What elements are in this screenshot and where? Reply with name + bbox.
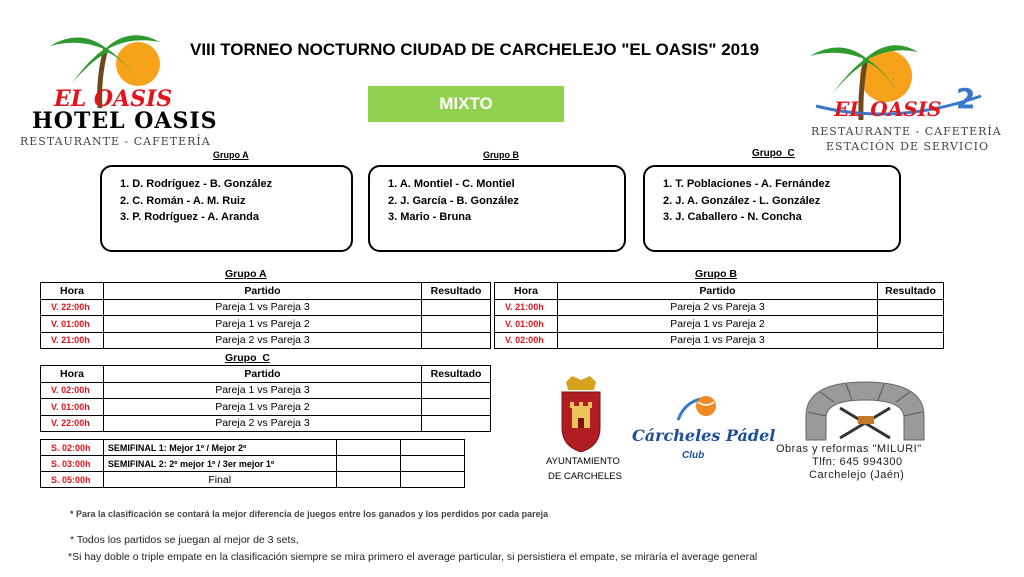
match-pairs: Pareja 2 vs Pareja 3 xyxy=(557,299,877,316)
ayuntamiento-label-2: DE CARCHELES xyxy=(548,471,622,482)
table-header-row xyxy=(41,366,491,383)
match-time: V. 01:00h xyxy=(41,316,104,333)
finals-table xyxy=(40,439,465,488)
table-row xyxy=(41,316,491,333)
match-pairs: Pareja 2 vs Pareja 3 xyxy=(103,415,421,432)
logo-right-subtitle-2: ESTACIÓN DE SERVICIO xyxy=(826,140,990,153)
table-row xyxy=(41,456,465,472)
schedule-group-c-table xyxy=(40,365,491,432)
match-result[interactable] xyxy=(336,472,401,488)
page-title: VIII TORNEO NOCTURNO CIUDAD DE CARCHELEJO "EL OASIS" 2019 xyxy=(190,40,760,59)
table-row xyxy=(41,332,491,349)
match-time: V. 22:00h xyxy=(41,299,104,316)
match-result[interactable] xyxy=(336,456,401,472)
match-result[interactable] xyxy=(422,316,491,333)
match-time: S. 02:00h xyxy=(41,440,104,456)
match-pairs: SEMIFINAL 2: 2º mejor 1º / 3er mejor 1º xyxy=(103,456,336,472)
match-result[interactable] xyxy=(422,399,491,416)
group-c-pair-3: 3. J. Caballero - N. Concha xyxy=(663,211,802,223)
match-time: V. 01:00h xyxy=(495,316,558,333)
col-partido: Partido xyxy=(103,283,421,300)
group-c-pair-2: 2. J. A. González - L. González xyxy=(663,194,821,207)
group-b-pair-1: 1. A. Montiel - C. Montiel xyxy=(388,178,515,190)
match-result[interactable] xyxy=(422,415,491,432)
table-row xyxy=(41,415,491,432)
match-time: V. 22:00h xyxy=(41,415,104,432)
schedule-group-c-title: Grupo C xyxy=(225,352,270,364)
col-resultado: Resultado xyxy=(422,366,491,383)
match-time: V. 02:00h xyxy=(41,382,104,399)
match-time: V. 21:00h xyxy=(495,299,558,316)
table-row xyxy=(495,316,944,333)
table-row xyxy=(41,472,465,488)
match-pairs: Final xyxy=(103,472,336,488)
match-result[interactable] xyxy=(878,299,944,316)
table-row xyxy=(495,332,944,349)
match-result[interactable] xyxy=(422,382,491,399)
schedule-group-b-table xyxy=(494,282,944,349)
group-c-label: Grupo C xyxy=(752,148,795,159)
col-resultado: Resultado xyxy=(422,283,491,300)
table-row xyxy=(41,399,491,416)
group-a-box xyxy=(100,165,353,252)
match-pairs: Pareja 1 vs Pareja 3 xyxy=(103,299,421,316)
table-header-row xyxy=(495,283,944,300)
col-hora: Hora xyxy=(41,283,104,300)
match-result[interactable] xyxy=(401,440,465,456)
group-c-box xyxy=(643,165,901,252)
palm-tree-logo-left xyxy=(40,28,190,110)
match-result[interactable] xyxy=(422,332,491,349)
group-b-pair-2: 2. J. García - B. González xyxy=(388,194,519,207)
group-b-box xyxy=(368,165,626,252)
col-partido: Partido xyxy=(557,283,877,300)
match-result[interactable] xyxy=(401,456,465,472)
obras-location: Carchelejo (Jaén) xyxy=(809,469,905,481)
col-partido: Partido xyxy=(103,366,421,383)
match-pairs: Pareja 1 vs Pareja 3 xyxy=(103,382,421,399)
schedule-group-a-title: Grupo A xyxy=(225,268,267,280)
match-result[interactable] xyxy=(878,332,944,349)
padel-club-name: Cárcheles Pádel xyxy=(632,426,776,445)
group-a-pair-1: 1. D. Rodríguez - B. González xyxy=(120,178,273,190)
table-row xyxy=(41,440,465,456)
coat-of-arms-icon xyxy=(558,376,604,452)
group-a-label: Grupo A xyxy=(213,150,249,160)
stone-arch-icon xyxy=(800,378,930,444)
col-resultado: Resultado xyxy=(878,283,944,300)
group-b-label: Grupo B xyxy=(483,150,519,160)
logo-right-brand: EL OASIS xyxy=(834,97,942,121)
group-a-pair-2: 2. C. Román - A. M. Ruiz xyxy=(120,194,246,207)
note-sets: * Todos los partidos se juegan al mejor de 3 sets, xyxy=(70,534,299,546)
table-header-row xyxy=(41,283,491,300)
match-pairs: Pareja 1 vs Pareja 3 xyxy=(557,332,877,349)
match-time: V. 21:00h xyxy=(41,332,104,349)
match-time: S. 05:00h xyxy=(41,472,104,488)
note-classification: * Para la clasificación se contará la mejor diferencia de juegos entre los ganados y los perdidos por cada pareja xyxy=(70,509,549,519)
match-pairs: Pareja 1 vs Pareja 2 xyxy=(103,399,421,416)
logo-right-number: 2 xyxy=(956,82,976,115)
logo-right-subtitle: RESTAURANTE - CAFETERÍA xyxy=(811,125,1002,138)
match-time: V. 01:00h xyxy=(41,399,104,416)
table-row xyxy=(495,299,944,316)
logo-left-brand: EL OASIS xyxy=(54,86,173,110)
logo-left-subtitle: RESTAURANTE - CAFETERÍA xyxy=(20,135,211,148)
match-result[interactable] xyxy=(336,440,401,456)
obras-name: Obras y reformas "MILURI" xyxy=(776,443,922,455)
category-banner: MIXTO xyxy=(368,86,564,122)
table-row xyxy=(41,299,491,316)
match-result[interactable] xyxy=(401,472,465,488)
group-a-pair-3: 3. P. Rodríguez - A. Aranda xyxy=(120,211,259,223)
schedule-group-b-title: Grupo B xyxy=(695,268,737,280)
col-hora: Hora xyxy=(41,366,104,383)
match-pairs: SEMIFINAL 1: Mejor 1º / Mejor 2º xyxy=(103,440,336,456)
schedule-group-a-table xyxy=(40,282,491,349)
match-pairs: Pareja 1 vs Pareja 2 xyxy=(557,316,877,333)
group-b-pair-3: 3. Mario - Bruna xyxy=(388,211,472,223)
logo-left-hotel-name: HOTEL OASIS xyxy=(32,108,218,134)
match-time: S. 03:00h xyxy=(41,456,104,472)
palm-tree-logo-right xyxy=(806,36,996,126)
match-time: V. 02:00h xyxy=(495,332,558,349)
table-row xyxy=(41,382,491,399)
padel-club-label: Club xyxy=(682,450,705,461)
match-result[interactable] xyxy=(422,299,491,316)
obras-phone: Tlfn: 645 994300 xyxy=(812,456,903,468)
group-c-pair-1: 1. T. Poblaciones - A. Fernández xyxy=(663,178,831,190)
note-tiebreak: *Si hay doble o triple empate en la clasificación siempre se mira primero el average particular, si persistiera el empate, se miraría el average general xyxy=(68,551,758,563)
col-hora: Hora xyxy=(495,283,558,300)
ayuntamiento-label: AYUNTAMIENTO xyxy=(546,456,620,467)
match-pairs: Pareja 2 vs Pareja 3 xyxy=(103,332,421,349)
match-result[interactable] xyxy=(878,316,944,333)
padel-ball-icon xyxy=(676,392,720,426)
match-pairs: Pareja 1 vs Pareja 2 xyxy=(103,316,421,333)
